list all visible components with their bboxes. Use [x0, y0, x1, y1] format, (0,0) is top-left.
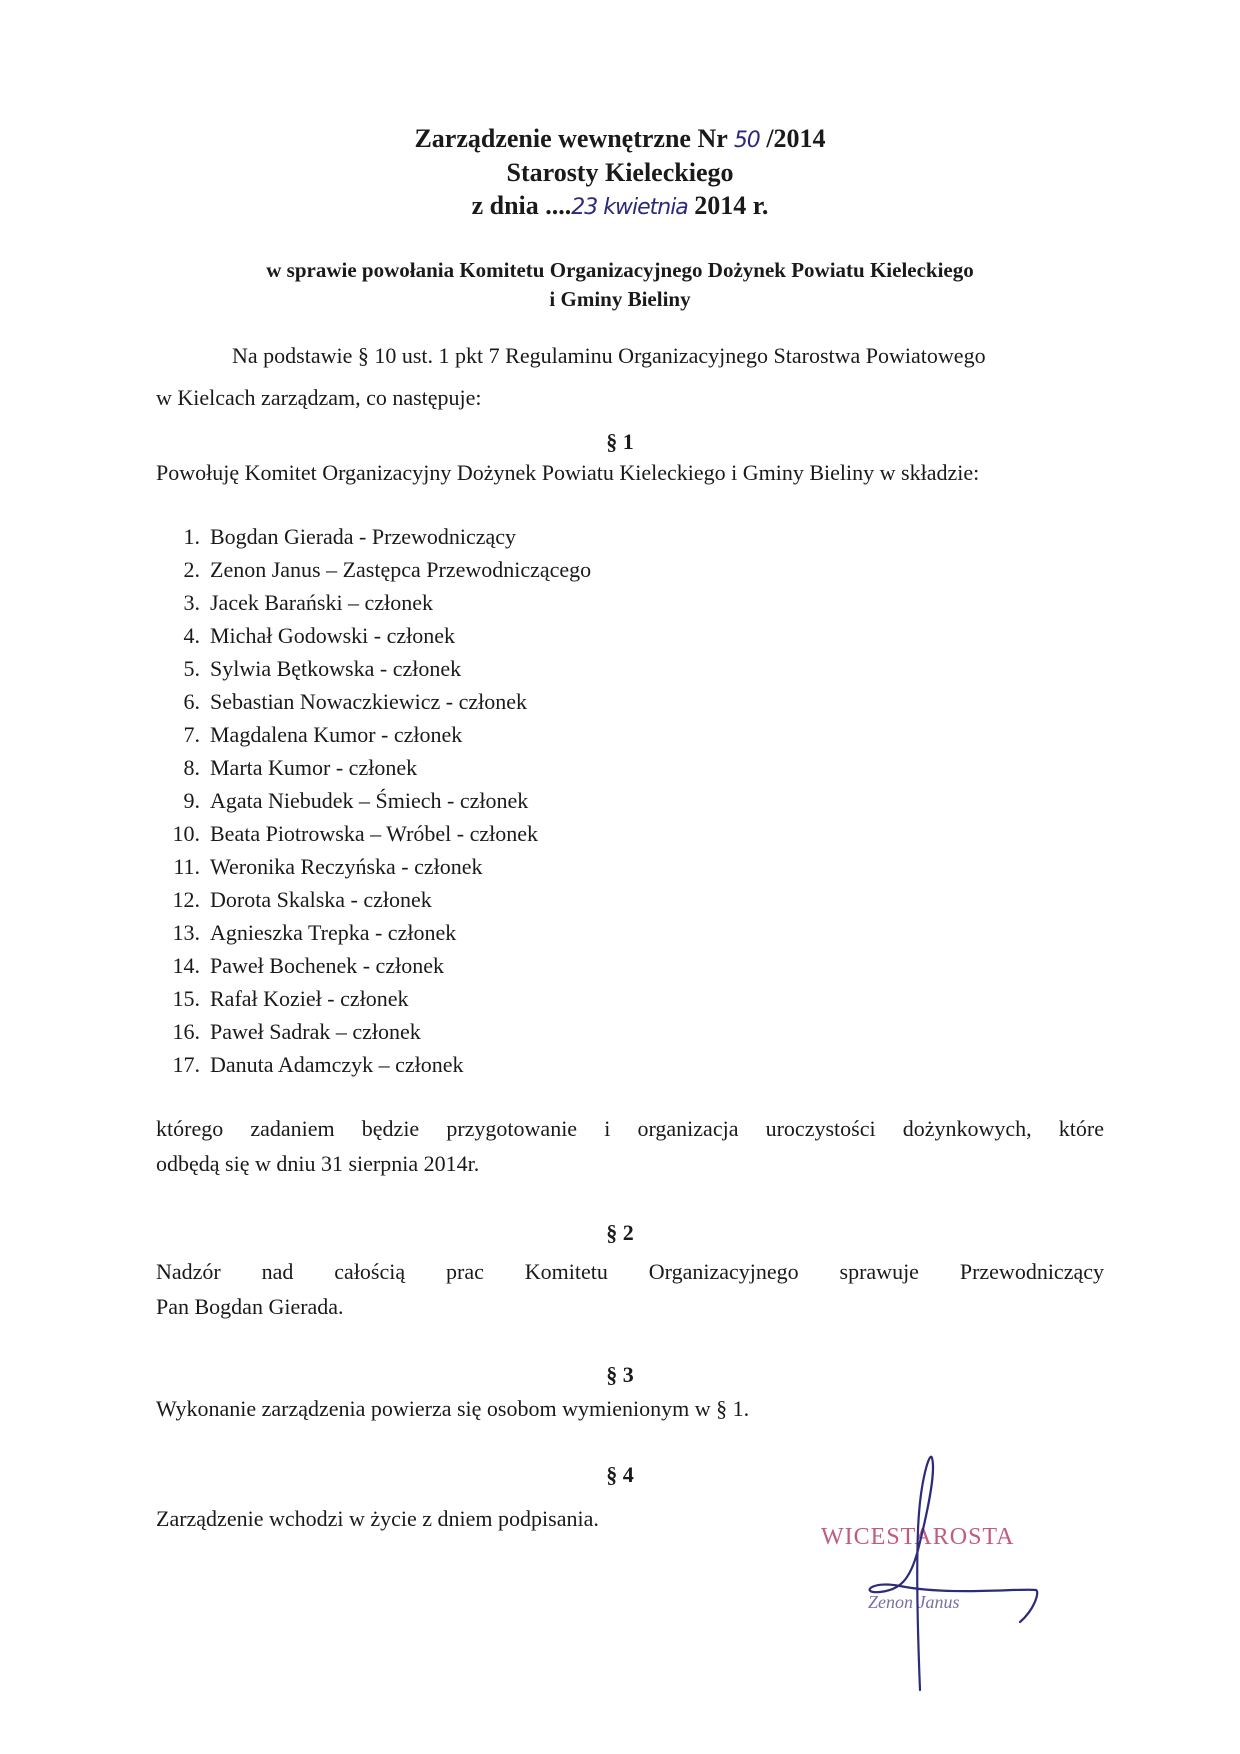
- list-item: [140, 652, 591, 685]
- subject-line-2: i Gminy Bieliny: [549, 287, 691, 311]
- list-item: [140, 949, 591, 982]
- list-item: [140, 718, 591, 751]
- list-item-text: Agnieszka Trepka - członek: [210, 920, 457, 945]
- list-item-text: Sylwia Bętkowska - członek: [210, 656, 462, 681]
- member-list: [140, 520, 591, 1081]
- order-title-prefix: Zarządzenie wewnętrzne Nr: [414, 124, 734, 153]
- list-item: [140, 850, 591, 883]
- list-item-text: Zenon Janus – Zastępca Przewodniczącego: [210, 557, 592, 582]
- handwritten-signature: [840, 1440, 1060, 1700]
- section-1-text: Powołuję Komitet Organizacyjny Dożynek Powiatu Kieleckiego i Gminy Bieliny w składzie:: [156, 460, 980, 485]
- list-item-number: 13.: [172, 920, 200, 945]
- date-suffix: 2014 r.: [687, 191, 769, 220]
- list-item-number: 9.: [183, 788, 200, 813]
- list-item: [140, 916, 591, 949]
- list-item-text: Paweł Bochenek - członek: [210, 953, 444, 978]
- date-dots: ....: [545, 191, 572, 220]
- section-1-heading: § 1: [606, 429, 634, 454]
- list-item-text: Agata Niebudek – Śmiech - członek: [210, 788, 529, 813]
- list-item-text: Dorota Skalska - członek: [210, 887, 432, 912]
- list-item-text: Marta Kumor - członek: [210, 755, 418, 780]
- list-item-text: Sebastian Nowaczkiewicz - członek: [210, 689, 528, 714]
- list-item-text: Rafał Kozieł - członek: [210, 986, 409, 1011]
- list-item: [140, 685, 591, 718]
- list-item-number: 3.: [183, 590, 200, 615]
- list-item-number: 7.: [183, 722, 200, 747]
- list-item: [140, 619, 591, 652]
- list-item: [140, 784, 591, 817]
- list-item-text: Paweł Sadrak – członek: [210, 1019, 421, 1044]
- list-item-number: 10.: [172, 821, 200, 846]
- list-item: [140, 520, 591, 553]
- section-4-text: Zarządzenie wchodzi w życie z dniem podpisania.: [156, 1506, 599, 1531]
- list-item-text: Bogdan Gierada - Przewodniczący: [210, 524, 517, 549]
- list-item-number: 4.: [183, 623, 200, 648]
- list-item: [140, 883, 591, 916]
- task-line-1: którego zadaniem będzie przygotowanie i organizacja uroczystości dożynkowych, które: [156, 1116, 1104, 1141]
- subject-line-1: w sprawie powołania Komitetu Organizacyjnego Dożynek Powiatu Kieleckiego: [266, 258, 974, 282]
- section-3-text: Wykonanie zarządzenia powierza się osobom wymienionym w § 1.: [156, 1396, 750, 1421]
- task-line-2: odbędą się w dniu 31 sierpnia 2014r.: [156, 1151, 480, 1176]
- list-item-number: 2.: [183, 557, 200, 582]
- section-2-heading: § 2: [606, 1220, 634, 1245]
- list-item: [140, 1048, 591, 1081]
- order-title-suffix: /2014: [759, 124, 826, 153]
- section-4-heading: § 4: [606, 1462, 634, 1487]
- section-2-line-1: Nadzór nad całością prac Komitetu Organizacyjnego sprawuje Przewodniczący: [156, 1259, 1104, 1284]
- order-number-handwritten: 50: [733, 128, 760, 153]
- list-item: [140, 751, 591, 784]
- date-prefix: z dnia: [471, 191, 546, 220]
- order-title: [0, 122, 1240, 158]
- list-item-text: Michał Godowski - członek: [210, 623, 455, 648]
- list-item: [140, 817, 591, 850]
- list-item-text: Danuta Adamczyk – członek: [210, 1052, 464, 1077]
- list-item-text: Weronika Reczyńska - członek: [210, 854, 483, 879]
- section-2-line-2: Pan Bogdan Gierada.: [156, 1294, 344, 1319]
- list-item-number: 15.: [172, 986, 200, 1011]
- list-item-number: 1.: [183, 524, 200, 549]
- list-item-number: 6.: [183, 689, 200, 714]
- list-item-text: Jacek Barański – członek: [210, 590, 433, 615]
- list-item: [140, 982, 591, 1015]
- list-item: [140, 586, 591, 619]
- list-item-number: 12.: [172, 887, 200, 912]
- date-handwritten: 23 kwietnia: [571, 195, 688, 220]
- list-item: [140, 1015, 591, 1048]
- list-item-number: 17.: [172, 1052, 200, 1077]
- section-3-heading: § 3: [606, 1362, 634, 1387]
- list-item-number: 14.: [172, 953, 200, 978]
- list-item-number: 8.: [183, 755, 200, 780]
- intro-line-2: w Kielcach zarządzam, co następuje:: [156, 385, 482, 410]
- list-item-text: Magdalena Kumor - członek: [210, 722, 463, 747]
- list-item-number: 5.: [183, 656, 200, 681]
- issuer-line: Starosty Kieleckiego: [506, 158, 734, 187]
- intro-line-1: Na podstawie § 10 ust. 1 pkt 7 Regulaminu Organizacyjnego Starostwa Powiatowego: [232, 343, 986, 368]
- official-stamp-name: Zenon Janus: [868, 1592, 960, 1612]
- list-item-number: 16.: [172, 1019, 200, 1044]
- date-line: [0, 189, 1240, 225]
- list-item-text: Beata Piotrowska – Wróbel - członek: [210, 821, 539, 846]
- list-item-number: 11.: [173, 854, 200, 879]
- official-stamp-title: WICESTAROSTA: [821, 1524, 1015, 1550]
- list-item: [140, 553, 591, 586]
